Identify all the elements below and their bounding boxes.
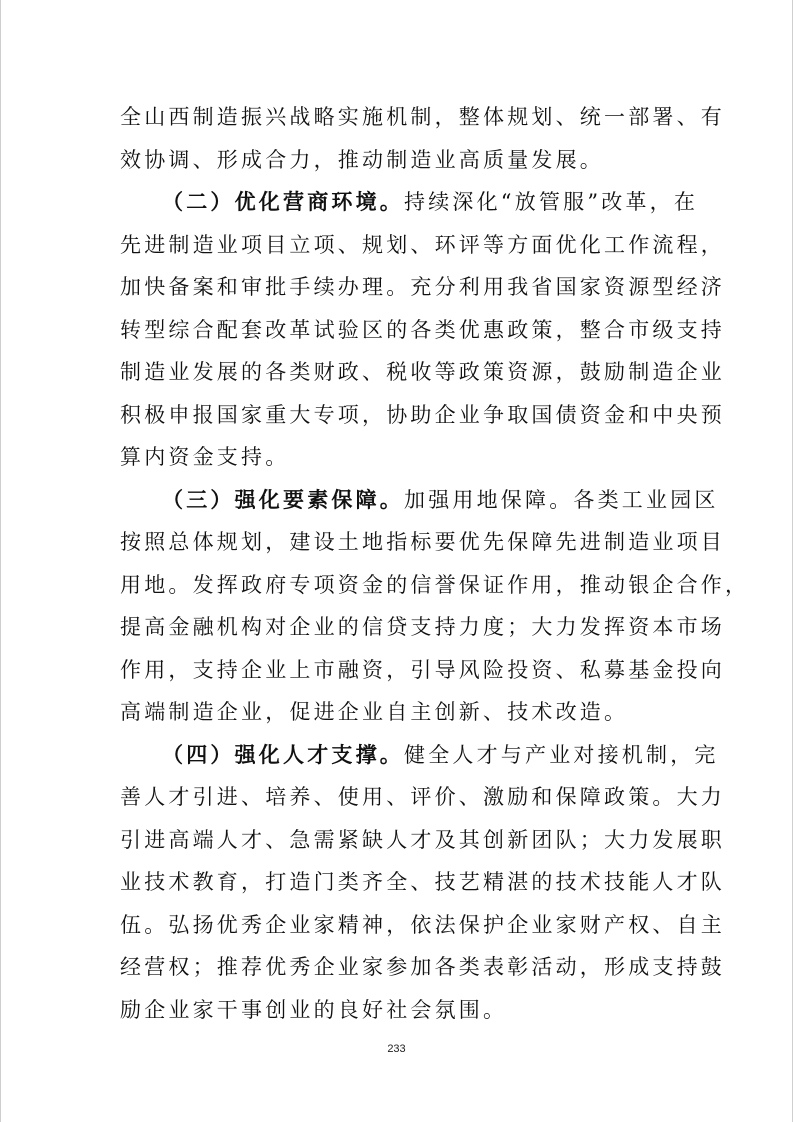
body-text: 持续深化“放管服”改革，在: [404, 190, 699, 214]
paragraph-section-3: [120, 479, 750, 734]
body-line: 算内资金支持。: [120, 445, 290, 469]
paragraph-first-line: [120, 734, 719, 777]
section-heading: （四）强化人才支撑。: [162, 741, 404, 767]
body-line: 励企业家干事创业的良好社会氛围。: [120, 997, 508, 1022]
body-line: 伍。弘扬优秀企业家精神，依法保护企业家财产权、自主: [120, 912, 725, 937]
paragraph-first-line: [120, 181, 699, 224]
body-line: 制造业发展的各类财政、税收等政策资源，鼓励制造企业: [120, 360, 725, 384]
body-line: 积极申报国家重大专项，协助企业争取国债资金和中央预: [120, 402, 725, 427]
page-border-left: [0, 0, 1, 1122]
body-line: 全山西制造振兴战略实施机制，整体规划、统一部署、有: [120, 105, 725, 129]
body-line: 作用，支持企业上市融资，引导风险投资、私募基金投向: [120, 657, 725, 682]
body-line: 善人才引进、培养、使用、评价、激励和保障政策。大力: [120, 785, 725, 809]
paragraph-continuation: [120, 96, 725, 181]
body-text: 健全人才与产业对接机制，完: [404, 742, 719, 767]
body-line: 高端制造企业，促进企业自主创新、技术改造。: [120, 700, 629, 724]
body-line: 按照总体规划，建设土地指标要优先保障先进制造业项目: [120, 530, 725, 554]
body-line: 业技术教育，打造门类齐全、技艺精湛的技术技能人才队: [120, 870, 725, 894]
body-line: 引进高端人才、急需紧缺人才及其创新团队；大力发展职: [120, 827, 725, 852]
body-line: 经营权；推荐优秀企业家参加各类表彰活动，形成支持鼓: [120, 955, 725, 979]
section-heading: （三）强化要素保障。: [162, 486, 404, 512]
paragraph-section-4: [120, 734, 725, 1032]
paragraph-first-line: [120, 479, 719, 522]
body-line: 效协调、形成合力，推动制造业高质量发展。: [120, 147, 604, 172]
body-text: 加强用地保障。各类工业园区: [404, 487, 719, 512]
body-line: 加快备案和审批手续办理。充分利用我省国家资源型经济: [120, 275, 725, 299]
page-number: 233: [387, 1043, 406, 1055]
paragraph-section-2: [120, 181, 725, 479]
body-line: 转型综合配套改革试验区的各类优惠政策，整合市级支持: [120, 317, 725, 342]
document-body: [120, 96, 750, 1031]
body-line: 提高金融机构对企业的信贷支持力度；大力发挥资本市场: [120, 615, 725, 639]
body-line: 用地。发挥政府专项资金的信誉保证作用，推动银企合作，: [120, 572, 750, 597]
section-heading: （二）优化营商环境。: [162, 189, 404, 214]
body-line: 先进制造业项目立项、规划、环评等方面优化工作流程，: [120, 232, 725, 257]
